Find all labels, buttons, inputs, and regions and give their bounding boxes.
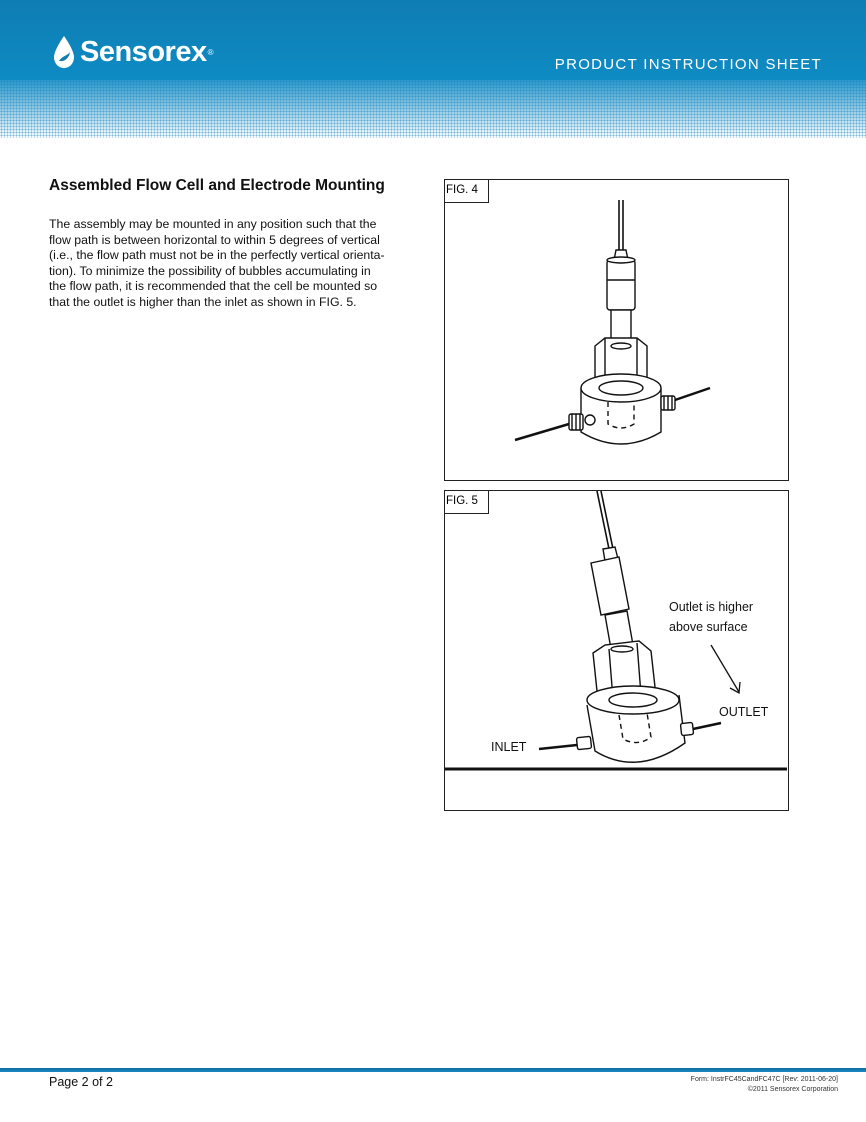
copyright: ©2011 Sensorex Corporation [747, 1086, 838, 1093]
footer-rule [0, 1068, 866, 1072]
flow-cell-vertical-illustration [445, 180, 787, 479]
header-dot-fade [0, 80, 866, 138]
body-line: the flow path, it is recommended that the cell be mounted so [49, 279, 378, 294]
fig5-label: FIG. 5 [444, 490, 489, 514]
outlet-note-line2: above surface [669, 620, 748, 634]
section-body [49, 217, 419, 311]
body-line: tion). To minimize the possibility of bubbles accumulating in [49, 263, 371, 278]
figure-5 [444, 490, 789, 811]
figure-4 [444, 179, 789, 481]
body-line: The assembly may be mounted in any position such that the [49, 217, 377, 231]
fig4-label: FIG. 4 [444, 179, 489, 203]
outlet-label: OUTLET [719, 705, 769, 719]
flow-cell-tilted-illustration [445, 491, 787, 809]
page-number: Page 2 of 2 [49, 1075, 113, 1089]
brand-name: Sensorex [80, 35, 207, 68]
outlet-note-line1: Outlet is higher [669, 600, 754, 614]
page-header [0, 0, 866, 138]
registered-mark: ® [207, 47, 214, 57]
section-title: Assembled Flow Cell and Electrode Mounting [49, 177, 385, 194]
body-line: (i.e., the flow path must not be in the perfectly vertical orienta- [49, 248, 385, 263]
form-id: Form: InstrFC45CandFC47C [Rev: 2011-06-20] [690, 1076, 838, 1083]
sensorex-logo [52, 30, 213, 74]
form-info [691, 1075, 838, 1095]
body-line: that the outlet is higher than the inlet as shown in FIG. 5. [49, 294, 357, 309]
body-line: flow path is between horizontal to within 5 degrees of vertical [49, 232, 380, 247]
document-type: PRODUCT INSTRUCTION SHEET [554, 56, 822, 73]
water-drop-icon [52, 35, 76, 69]
inlet-label: INLET [491, 740, 527, 754]
